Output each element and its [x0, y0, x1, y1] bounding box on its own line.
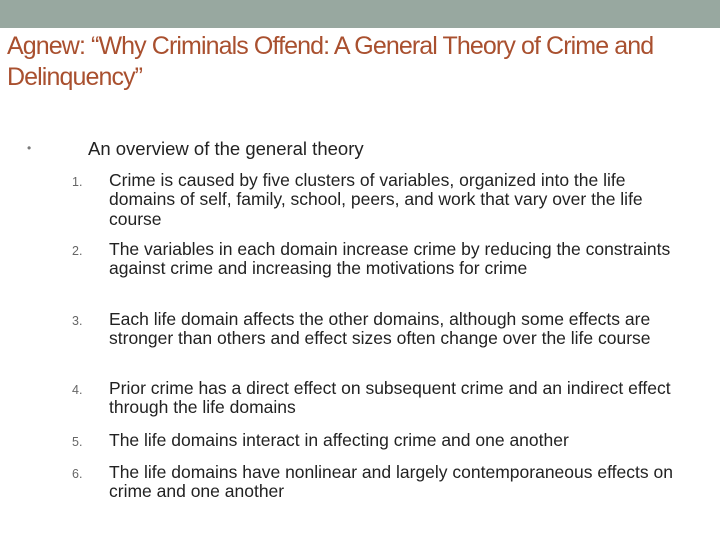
item-text: Each life domain affects the other domains, although some effects are stronger than others and effect sizes often change over the life course [109, 309, 651, 349]
item-text: The life domains have nonlinear and largely contemporaneous effects on crime and one another [109, 462, 673, 502]
item-number: 2. [72, 244, 83, 258]
item-text: Prior crime has a direct effect on subsequent crime and an indirect effect through the life domains [109, 378, 671, 418]
item-number: 1. [72, 175, 83, 189]
slide-title: Agnew: “Why Criminals Offend: A General Theory of Crime and Delinquency” [7, 32, 654, 91]
item-number: 5. [72, 435, 83, 449]
item-number: 3. [72, 314, 83, 328]
item-text: The variables in each domain increase crime by reducing the constraints against crime and increasing the motivations for crime [109, 239, 671, 279]
bullet-marker: • [27, 141, 32, 155]
item-number: 6. [72, 467, 83, 481]
item-number: 4. [72, 383, 83, 397]
overview-heading: An overview of the general theory [88, 138, 364, 159]
item-text: Crime is caused by five clusters of variables, organized into the life domains of self, family, school, peers, and work that vary over the life course [109, 170, 643, 229]
item-text: The life domains interact in affecting crime and one another [109, 430, 569, 450]
